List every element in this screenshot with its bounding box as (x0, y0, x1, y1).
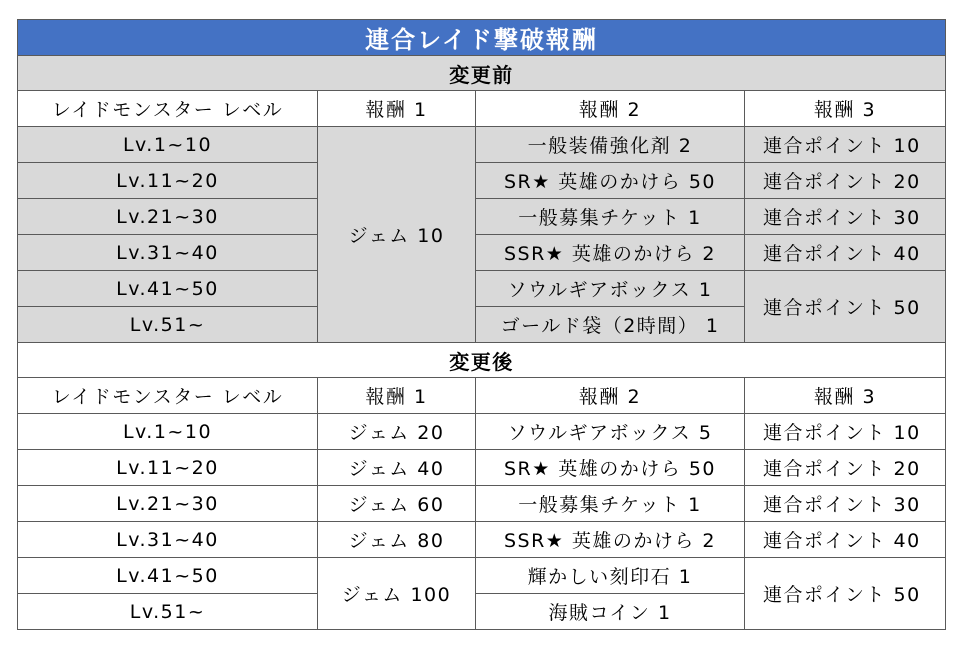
level-cell: Lv.51~ (18, 594, 318, 630)
reward3-cell: 連合ポイント 40 (745, 522, 946, 558)
reward1-cell: ジェム 80 (318, 522, 476, 558)
table-row (18, 163, 946, 199)
table-row (18, 450, 946, 486)
header-reward3: 報酬 3 (745, 378, 946, 414)
reward2-cell: SR★ 英雄のかけら 50 (476, 450, 745, 486)
reward-table (17, 19, 946, 630)
level-cell: Lv.11~20 (18, 450, 318, 486)
table-row (18, 235, 946, 271)
header-reward1: 報酬 1 (318, 378, 476, 414)
reward2-cell: SR★ 英雄のかけら 50 (476, 163, 745, 199)
reward2-cell: 輝かしい刻印石 1 (476, 558, 745, 594)
reward2-cell: SSR★ 英雄のかけら 2 (476, 235, 745, 271)
reward1-cell: ジェム 60 (318, 486, 476, 522)
section-label-after: 変更後 (18, 343, 946, 378)
section-label-before: 変更前 (18, 56, 946, 91)
header-row-before (18, 91, 946, 127)
level-cell: Lv.41~50 (18, 271, 318, 307)
reward1-merged-cell: ジェム 100 (318, 558, 476, 630)
header-level: レイドモンスター レベル (18, 378, 318, 414)
level-cell: Lv.31~40 (18, 235, 318, 271)
table-row (18, 271, 946, 307)
reward2-cell: 一般装備強化剤 2 (476, 127, 745, 163)
reward3-cell: 連合ポイント 40 (745, 235, 946, 271)
table-row (18, 522, 946, 558)
header-level: レイドモンスター レベル (18, 91, 318, 127)
level-cell: Lv.21~30 (18, 199, 318, 235)
header-reward3: 報酬 3 (745, 91, 946, 127)
level-cell: Lv.51~ (18, 307, 318, 343)
reward3-cell: 連合ポイント 20 (745, 450, 946, 486)
level-cell: Lv.1~10 (18, 127, 318, 163)
reward3-cell: 連合ポイント 10 (745, 414, 946, 450)
table-title: 連合レイド撃破報酬 (18, 20, 946, 56)
table-row (18, 199, 946, 235)
reward3-cell: 連合ポイント 30 (745, 199, 946, 235)
reward2-cell: ゴールド袋（2時間） 1 (476, 307, 745, 343)
reward3-merged-cell: 連合ポイント 50 (745, 271, 946, 343)
reward2-cell: 一般募集チケット 1 (476, 199, 745, 235)
reward3-cell: 連合ポイント 30 (745, 486, 946, 522)
title-row (18, 20, 946, 56)
level-cell: Lv.1~10 (18, 414, 318, 450)
section-row-before (18, 56, 946, 91)
reward2-cell: ソウルギアボックス 5 (476, 414, 745, 450)
reward2-cell: ソウルギアボックス 1 (476, 271, 745, 307)
table-row (18, 558, 946, 594)
reward3-cell: 連合ポイント 10 (745, 127, 946, 163)
table-row (18, 414, 946, 450)
reward3-merged-cell: 連合ポイント 50 (745, 558, 946, 630)
reward1-cell: ジェム 40 (318, 450, 476, 486)
header-reward2: 報酬 2 (476, 91, 745, 127)
table-row (18, 486, 946, 522)
header-row-after (18, 378, 946, 414)
level-cell: Lv.21~30 (18, 486, 318, 522)
header-reward1: 報酬 1 (318, 91, 476, 127)
reward1-merged-cell: ジェム 10 (318, 127, 476, 343)
level-cell: Lv.11~20 (18, 163, 318, 199)
section-row-after (18, 343, 946, 378)
reward2-cell: 海賊コイン 1 (476, 594, 745, 630)
reward2-cell: 一般募集チケット 1 (476, 486, 745, 522)
level-cell: Lv.41~50 (18, 558, 318, 594)
reward3-cell: 連合ポイント 20 (745, 163, 946, 199)
reward1-cell: ジェム 20 (318, 414, 476, 450)
level-cell: Lv.31~40 (18, 522, 318, 558)
header-reward2: 報酬 2 (476, 378, 745, 414)
reward2-cell: SSR★ 英雄のかけら 2 (476, 522, 745, 558)
table-row (18, 127, 946, 163)
